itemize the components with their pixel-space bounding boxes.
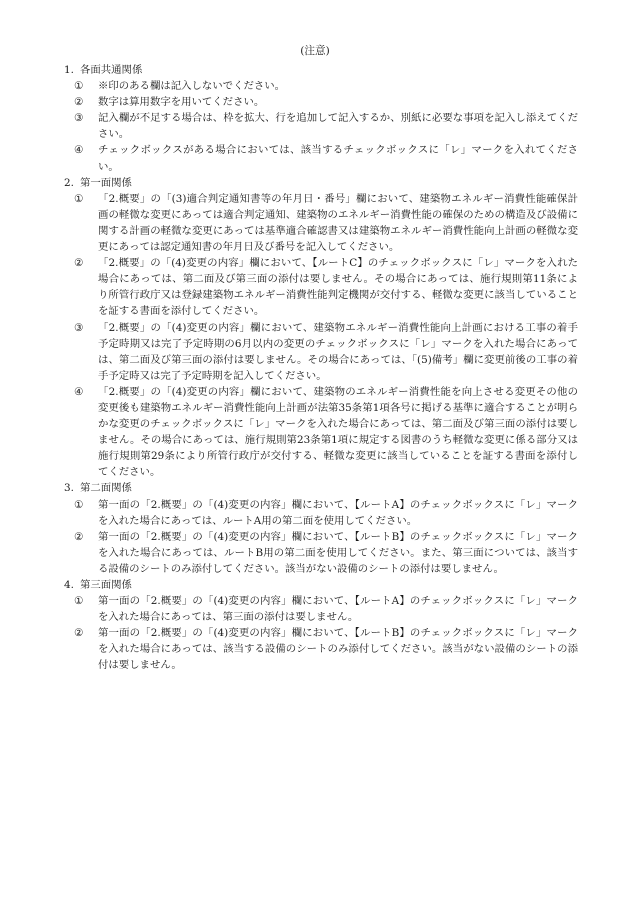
note-item-number: ③ — [74, 112, 84, 125]
note-item-number: ② — [74, 257, 84, 270]
section-heading — [64, 577, 578, 593]
note-item-number: ① — [74, 192, 84, 205]
note-item-number: ④ — [74, 385, 84, 398]
note-item — [64, 625, 578, 673]
note-item-number: ① — [74, 80, 84, 93]
note-item-text: 第一面の「2.概要」の「(4)変更の内容」欄において、【ルートA】のチェックボックスに「レ」マークを入れた場合にあっては、第三面の添付は要しません。 — [98, 595, 578, 624]
note-item-number: ③ — [74, 321, 84, 334]
note-item-text: 記入欄が不足する場合は、枠を拡大、行を追加して記入するか、別紙に必要な事項を記入し添えてください。 — [98, 112, 578, 141]
note-item — [64, 191, 578, 255]
note-item — [64, 255, 578, 319]
note-item-number: ② — [74, 530, 84, 543]
note-item — [64, 384, 578, 481]
note-item-number: ④ — [74, 144, 84, 157]
note-item — [64, 529, 578, 577]
section-number: 3. — [64, 482, 74, 495]
section-heading — [64, 480, 578, 496]
note-item-text: 「2.概要」の「(4)変更の内容」欄において、建築物エネルギー消費性能向上計画における工事の着手予定時期又は完了予定時期の6月以内の変更のチェックボックスに「レ」マークを入れた場合にあっては、第二面及び第三面の添付は要しません。その場合にあっては、「(5)備考」欄に変更前後の工事の着手予定時又は完了予定時期を記入してください。 — [98, 321, 578, 382]
note-item-text: 「2.概要」の「(4)変更の内容」欄において、【ルートC】のチェックボックスに「レ」マークを入れた場合にあっては、第二面及び第三面の添付は要しません。その場合にあっては、施行規則第11条により所管行政庁又は登録建築物エネルギー消費性能判定機関が交付する、軽微な変更に該当していることを証する書面を添付してください。 — [98, 257, 578, 318]
note-item-number: ② — [74, 627, 84, 640]
page-title: (注意) — [300, 45, 330, 57]
note-item-text: 第一面の「2.概要」の「(4)変更の内容」欄において、【ルートA】のチェックボックスに「レ」マークを入れた場合にあっては、ルートA用の第二面を使用してください。 — [98, 498, 578, 527]
note-item-number: ① — [74, 498, 84, 511]
note-item-number: ② — [74, 96, 84, 109]
note-item-text: 第一面の「2.概要」の「(4)変更の内容」欄において、【ルートB】のチェックボックスに「レ」マークを入れた場合にあっては、該当する設備のシートのみ添付してください。該当がない設備のシートの添付は要しません。 — [98, 627, 578, 672]
note-item — [64, 497, 578, 529]
section-title: 第一面関係 — [80, 176, 132, 189]
note-item-number: ① — [74, 595, 84, 608]
note-item — [64, 78, 578, 94]
note-item-text: 「2.概要」の「(4)変更の内容」欄において、建築物のエネルギー消費性能を向上させる変更その他の変更後も建築物エネルギー消費性能向上計画が法第35条第1項各号に掲げる基準に適合することが明らかな変更のチェックボックスに「レ」マークを入れた場合にあっては、第二面及び第三面の添付は要しません。その場合にあっては、施行規則第23条第1項に規定する図書のうち軽微な変更に係る部分又は施行規則第29条により所管行政庁が交付する、軽微な変更に該当していることを証する書面を添付してください。 — [98, 385, 578, 479]
section-number: 2. — [64, 176, 74, 189]
note-item — [64, 94, 578, 110]
note-item — [64, 320, 578, 384]
section-number: 1. — [64, 64, 74, 76]
note-item-text: 第一面の「2.概要」の「(4)変更の内容」欄において、【ルートB】のチェックボックスに「レ」マークを入れた場合にあっては、ルートB用の第二面を使用してください。また、第三面については、該当する設備のシートのみ添付してください。該当がない設備のシートの添付は要しません。 — [98, 530, 578, 575]
note-item — [64, 142, 578, 174]
section-title: 第二面関係 — [80, 482, 132, 495]
note-item-text: ※印のある欄は記入しないでください。 — [98, 80, 286, 93]
section-number: 4. — [64, 579, 74, 591]
note-item-text: チェックボックスがある場合においては、該当するチェックボックスに「レ」マークを入れてください。 — [98, 144, 578, 173]
section-heading — [64, 62, 578, 78]
note-item-text: 数字は算用数字を用いてください。 — [98, 96, 265, 109]
section-heading — [64, 175, 578, 191]
section-title: 第三面関係 — [80, 579, 132, 591]
section-title: 各面共通関係 — [80, 64, 143, 76]
note-item-text: 「2.概要」の「(3)適合判定通知書等の年月日・番号」欄において、建築物エネルギー消費性能確保計画の軽微な変更にあっては適合判定通知、建築物のエネルギー消費性能の確保のための構造及び設備に関する計画の軽微な変更にあっては基準適合確認書又は建築物エネルギー消費性能向上計画の軽微な変更にあっては認定通知書の年月日及び番号を記入してください。 — [98, 192, 578, 254]
note-item — [64, 110, 578, 142]
note-item — [64, 593, 578, 625]
notes-body — [64, 62, 578, 674]
